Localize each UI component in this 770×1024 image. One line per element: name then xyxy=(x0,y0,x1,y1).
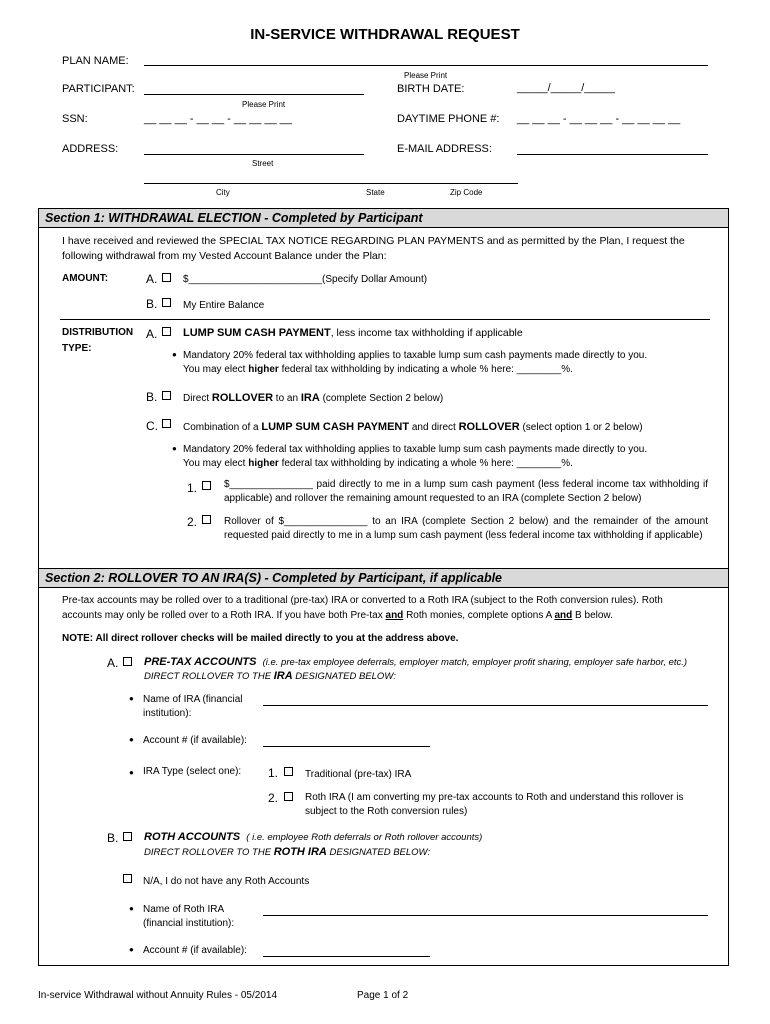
name-of-ira-label: Name of IRA (financial xyxy=(143,694,243,705)
name-of-roth-label: Name of Roth IRA xyxy=(143,904,225,915)
dist-b-letter: B. xyxy=(146,390,158,404)
roth-b-letter: B. xyxy=(107,831,119,845)
name-of-ira-label-2: institution): xyxy=(143,708,192,719)
amount-a-letter: A. xyxy=(146,272,158,286)
birth-date-label: BIRTH DATE: xyxy=(397,83,465,95)
plan-name-label: PLAN NAME: xyxy=(62,55,129,67)
dist-a-letter: A. xyxy=(146,327,158,341)
text-bold: IRA xyxy=(273,670,293,682)
dist-a-text xyxy=(183,327,523,340)
text: You may elect xyxy=(183,364,249,375)
daytime-phone-label: DAYTIME PHONE #: xyxy=(397,113,500,125)
roth-ira-text-1: Roth IRA (I am converting my pre-tax accounts to Roth and understand this rollover is xyxy=(305,792,684,803)
text: Direct xyxy=(183,393,212,404)
form-title: IN-SERVICE WITHDRAWAL REQUEST xyxy=(250,26,520,43)
ira-type-1-number: 1. xyxy=(268,766,279,780)
text: (select option 1 or 2 below) xyxy=(519,422,643,433)
section1-intro: I have received and reviewed the SPECIAL TAX NOTICE REGARDING PLAN PAYMENTS and as permitted by the Plan, I request the following withdrawal from my Vested Account Balance under the Plan: xyxy=(62,235,685,262)
option-1-number: 1. xyxy=(187,481,198,495)
dist-b-text xyxy=(183,392,443,405)
distribution-label: DISTRIBUTION xyxy=(62,327,134,338)
text: DESIGNATED BELOW: xyxy=(292,671,396,682)
text: accounts may only be rolled over to a Roth IRA. If you have both Pre-tax xyxy=(62,610,386,621)
section2-intro-1: Pre-tax accounts may be rolled over to a traditional (pre-tax) IRA or converted to a Roth IRA (subject to the Roth conversion rules). Roth xyxy=(62,595,663,606)
roth-line2 xyxy=(144,846,430,859)
text-bold: IRA xyxy=(300,392,320,404)
bullet-icon: ● xyxy=(129,768,134,777)
email-field[interactable] xyxy=(517,154,708,155)
please-print-hint: Please Print xyxy=(404,71,448,80)
street-field[interactable] xyxy=(144,154,364,155)
traditional-ira-text: Traditional (pre-tax) IRA xyxy=(305,769,412,780)
pretax-desc: (i.e. pre-tax employee deferrals, employer match, employer profit sharing, employer safe harbor, etc.) xyxy=(262,657,688,668)
roth-ira-checkbox[interactable] xyxy=(284,792,293,801)
ssn-label: SSN: xyxy=(62,113,88,125)
text-bold: ROLLOVER xyxy=(211,392,274,404)
text-bold: higher xyxy=(248,458,279,469)
option-2-number: 2. xyxy=(187,515,198,529)
city-state-zip-field[interactable] xyxy=(144,183,518,184)
pretax-line2 xyxy=(144,670,396,683)
text-bold: ROTH IRA xyxy=(273,846,327,858)
email-label: E-MAIL ADDRESS: xyxy=(397,143,492,155)
please-print-hint: Please Print xyxy=(242,100,286,109)
text: (complete Section 2 below) xyxy=(319,393,444,404)
dist-c-letter: C. xyxy=(146,419,158,433)
city-hint: City xyxy=(216,188,230,197)
amount-b-letter: B. xyxy=(146,297,158,311)
option-2-text: Rollover of $_______________ to an IRA (complete Section 2 below) and the remainder of the amount requested paid directly to me in a lump sum cash payment (less federal income tax withholding if applicable) xyxy=(224,516,708,541)
participant-label: PARTICIPANT: xyxy=(62,83,135,95)
name-of-ira-field[interactable] xyxy=(263,705,708,706)
address-label: ADDRESS: xyxy=(62,143,119,155)
amount-label: AMOUNT: xyxy=(62,273,109,284)
bullet-icon: ● xyxy=(172,350,177,359)
account-number-field[interactable] xyxy=(263,746,430,747)
bullet-icon: ● xyxy=(172,444,177,453)
roth-title-line xyxy=(144,831,482,844)
zip-hint: Zip Code xyxy=(450,188,483,197)
roth-account-label: Account # (if available): xyxy=(143,945,247,956)
text-bold: LUMP SUM CASH PAYMENT xyxy=(261,421,410,433)
section2-box xyxy=(38,568,729,966)
roth-account-field[interactable] xyxy=(263,956,430,957)
bullet-icon: ● xyxy=(129,735,134,744)
na-roth-checkbox[interactable] xyxy=(123,874,132,883)
name-of-roth-label-2: (financial institution): xyxy=(143,918,235,929)
section1-divider xyxy=(60,319,710,320)
na-roth-text: N/A, I do not have any Roth Accounts xyxy=(143,876,310,887)
amount-b-checkbox[interactable] xyxy=(162,298,171,307)
option-2-checkbox[interactable] xyxy=(202,515,211,524)
daytime-phone-field[interactable]: __ __ __ - __ __ __ - __ __ __ __ xyxy=(517,113,681,125)
text: Roth monies, complete options A xyxy=(403,610,555,621)
section2-heading: Section 2: ROLLOVER TO AN IRA(S) - Completed by Participant, if applicable xyxy=(38,568,729,588)
section2-intro-2 xyxy=(62,609,613,622)
participant-field[interactable] xyxy=(144,94,364,95)
dist-a-rest: , less income tax withholding if applicable xyxy=(330,327,523,339)
account-number-label: Account # (if available): xyxy=(143,735,247,746)
text: DIRECT ROLLOVER TO THE xyxy=(144,847,274,858)
birth-date-field[interactable]: _____/_____/_____ xyxy=(517,82,615,94)
name-of-roth-field[interactable] xyxy=(263,915,708,916)
traditional-ira-checkbox[interactable] xyxy=(284,767,293,776)
section2-note: NOTE: All direct rollover checks will be mailed directly to you at the address above. xyxy=(62,633,459,644)
bullet-icon: ● xyxy=(129,904,134,913)
roth-title: ROTH ACCOUNTS xyxy=(144,831,241,843)
dist-a-checkbox[interactable] xyxy=(162,327,171,336)
text: DIRECT ROLLOVER TO THE xyxy=(144,671,274,682)
footer-form-id: In-service Withdrawal without Annuity Rules - 05/2014 xyxy=(38,990,278,1001)
dist-c-bullet-1: Mandatory 20% federal tax withholding applies to taxable lump sum cash payments made directly to you. xyxy=(183,444,648,455)
dist-a-bullet-1: Mandatory 20% federal tax withholding applies to taxable lump sum cash payments made directly to you. xyxy=(183,350,648,361)
dist-c-text xyxy=(183,421,643,434)
ira-type-label: IRA Type (select one): xyxy=(143,766,242,777)
dist-a-bold: LUMP SUM CASH PAYMENT xyxy=(183,327,331,339)
roth-accounts-checkbox[interactable] xyxy=(123,832,132,841)
amount-b-text: My Entire Balance xyxy=(183,300,265,311)
dist-c-bullet-2 xyxy=(183,457,573,470)
text: Combination of a xyxy=(183,422,262,433)
footer-page-number: Page 1 of 2 xyxy=(357,990,409,1001)
amount-a-checkbox[interactable] xyxy=(162,273,171,282)
amount-a-text: $________________________(Specify Dollar Amount) xyxy=(183,274,428,285)
plan-name-field[interactable] xyxy=(144,65,708,66)
bullet-icon: ● xyxy=(129,694,134,703)
pretax-title: PRE-TAX ACCOUNTS xyxy=(144,656,257,668)
text-bold: and xyxy=(554,610,573,621)
bullet-icon: ● xyxy=(129,945,134,954)
text-bold: and xyxy=(385,610,404,621)
text: to an xyxy=(273,393,301,404)
state-hint: State xyxy=(366,188,385,197)
pretax-a-letter: A. xyxy=(107,656,119,670)
text: federal tax withholding by indicating a whole % here: ________%. xyxy=(278,364,573,375)
street-hint: Street xyxy=(252,159,274,168)
distribution-type-label: TYPE: xyxy=(62,343,92,354)
text-bold: higher xyxy=(248,364,279,375)
text: You may elect xyxy=(183,458,249,469)
roth-ira-text-2: subject to the Roth conversion rules) xyxy=(305,806,468,817)
dist-b-checkbox[interactable] xyxy=(162,391,171,400)
ira-type-2-number: 2. xyxy=(268,791,279,805)
dist-a-bullet-2 xyxy=(183,363,573,376)
option-1-text: $_______________ paid directly to me in a lump sum cash payment (less federal income tax withholding if applicable) and rollover the remaining amount requested to an IRA (complete Section 2 below) xyxy=(224,479,708,504)
text-bold: ROLLOVER xyxy=(458,421,520,433)
pretax-checkbox[interactable] xyxy=(123,657,132,666)
roth-desc: ( i.e. employee Roth deferrals or Roth rollover accounts) xyxy=(246,832,483,843)
option-1-checkbox[interactable] xyxy=(202,481,211,490)
pretax-title-line xyxy=(144,656,687,669)
text: DESIGNATED BELOW: xyxy=(326,847,431,858)
text: B below. xyxy=(572,610,613,621)
ssn-field[interactable]: __ __ __ - __ __ - __ __ __ __ xyxy=(144,113,293,125)
text: federal tax withholding by indicating a whole % here: ________%. xyxy=(278,458,573,469)
text: and direct xyxy=(409,422,459,433)
dist-c-checkbox[interactable] xyxy=(162,419,171,428)
section1-heading: Section 1: WITHDRAWAL ELECTION - Completed by Participant xyxy=(38,208,729,228)
